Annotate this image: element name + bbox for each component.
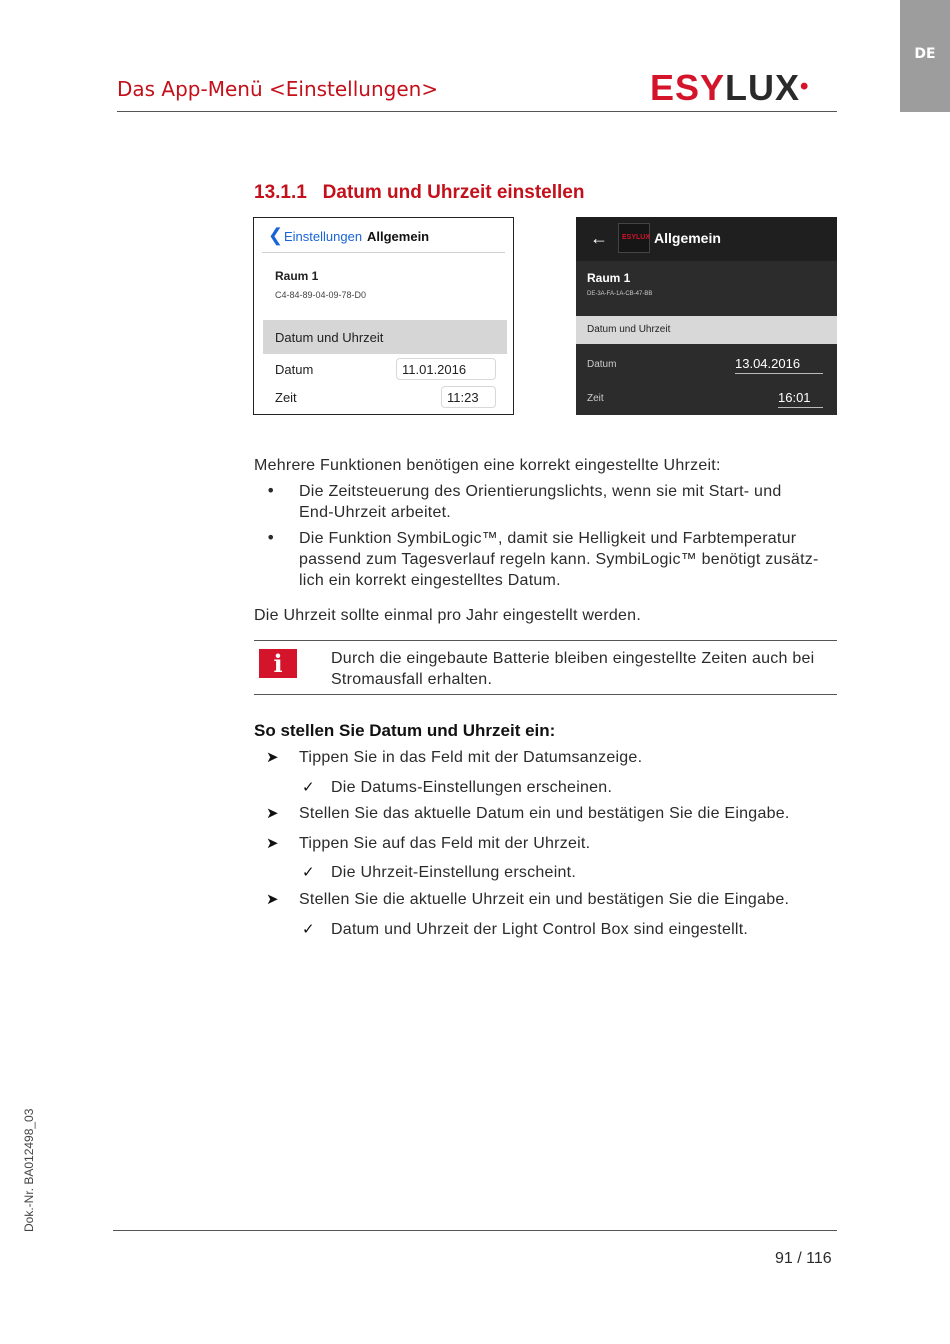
chevron-left-icon: ❮	[268, 225, 284, 245]
bullet-1-line-1: Die Zeitsteuerung des Orientierungslichts, wenn sie mit Start- und	[299, 483, 782, 500]
bullet-marker: •	[266, 481, 276, 500]
android-app-bar	[576, 217, 837, 261]
section-heading: 13.1.1 Datum und Uhrzeit einstellen	[254, 182, 585, 203]
checkmark-icon: ✓	[302, 863, 315, 881]
note-paragraph: Die Uhrzeit sollte einmal pro Jahr eingestellt werden.	[254, 607, 642, 624]
arrow-marker-icon: ➤	[266, 748, 279, 766]
header-divider	[117, 111, 837, 112]
android-date-field: 13.04.2016	[735, 356, 823, 374]
result-3: Datum und Uhrzeit der Light Control Box sind eingestellt.	[331, 921, 749, 938]
arrow-left-icon: ←	[590, 228, 608, 248]
android-room-id: DE-3A-FA-1A-CB-47-BB	[587, 291, 653, 297]
ios-room-id: C4-84-89-04-09-78-D0	[275, 290, 367, 300]
ios-time-label: Zeit	[275, 390, 297, 405]
instructions-heading: So stellen Sie Datum und Uhrzeit ein:	[254, 721, 556, 740]
intro-paragraph: Mehrere Funktionen benötigen eine korrekt eingestellte Uhrzeit:	[254, 457, 721, 474]
step-2: Stellen Sie das aktuelle Datum ein und bestätigen Sie die Eingabe.	[299, 805, 790, 822]
checkmark-icon: ✓	[302, 920, 315, 938]
language-label: DE	[914, 46, 936, 62]
android-app-bar-title: Allgemein	[654, 230, 721, 246]
step-1: Tippen Sie in das Feld mit der Datumsanzeige.	[299, 749, 643, 766]
android-time-label: Zeit	[587, 393, 604, 404]
page-number: 91 / 116	[775, 1250, 832, 1267]
bullet-2-line-1: Die Funktion SymbiLogic™, damit sie Helligkeit und Farbtemperatur	[299, 530, 797, 547]
android-settings-screenshot	[576, 217, 837, 415]
info-box-bottom-rule	[254, 694, 837, 695]
arrow-marker-icon: ➤	[266, 804, 279, 822]
info-icon: i	[259, 649, 297, 678]
info-line-2: Stromausfall erhalten.	[331, 671, 493, 688]
info-box-top-rule	[254, 640, 837, 641]
app-logo: ESYLUX	[618, 223, 650, 253]
bullet-marker: •	[266, 528, 276, 547]
ios-time-field: 11:23	[441, 386, 496, 408]
ios-date-label: Datum	[275, 362, 314, 377]
android-date-label: Datum	[587, 359, 617, 370]
ios-section-label: Datum und Uhrzeit	[275, 330, 384, 345]
ios-room-name: Raum 1	[275, 269, 319, 283]
footer-divider	[113, 1230, 837, 1231]
result-2: Die Uhrzeit-Einstellung erscheint.	[331, 864, 577, 881]
android-section-bar	[576, 316, 837, 344]
bullet-2-line-2: passend zum Tagesverlauf regeln kann. SymbiLogic™ benötigt zusätz-	[299, 551, 819, 568]
ios-section-bar	[263, 320, 507, 354]
ios-back-label: Einstellungen	[284, 229, 363, 244]
checkmark-icon: ✓	[302, 778, 315, 796]
ios-nav-title: Allgemein	[367, 229, 430, 244]
step-3: Tippen Sie auf das Feld mit der Uhrzeit.	[299, 835, 591, 852]
android-time-field: 16:01	[778, 390, 823, 408]
page-header-title: Das App-Menü <Einstellungen>	[117, 77, 439, 101]
arrow-marker-icon: ➤	[266, 834, 279, 852]
result-1: Die Datums-Einstellungen erscheinen.	[331, 779, 613, 796]
arrow-marker-icon: ➤	[266, 890, 279, 908]
android-section-label: Datum und Uhrzeit	[587, 324, 671, 335]
ios-nav-bar	[254, 218, 513, 254]
android-room-name: Raum 1	[587, 271, 631, 285]
ios-divider	[262, 252, 505, 253]
ios-settings-screenshot	[253, 217, 514, 415]
esylux-logo: ESYLUX•	[650, 67, 810, 108]
document-number: Dok.-Nr. BA012498_03	[22, 1108, 36, 1232]
step-4: Stellen Sie die aktuelle Uhrzeit ein und bestätigen Sie die Eingabe.	[299, 891, 790, 908]
language-tab	[900, 0, 950, 112]
info-line-1: Durch die eingebaute Batterie bleiben eingestellte Zeiten auch bei	[331, 650, 815, 667]
bullet-2-line-3: lich ein korrekt eingestelltes Datum.	[299, 572, 561, 589]
ios-date-field: 11.01.2016	[396, 358, 496, 380]
bullet-1-line-2: End-Uhrzeit arbeitet.	[299, 504, 451, 521]
